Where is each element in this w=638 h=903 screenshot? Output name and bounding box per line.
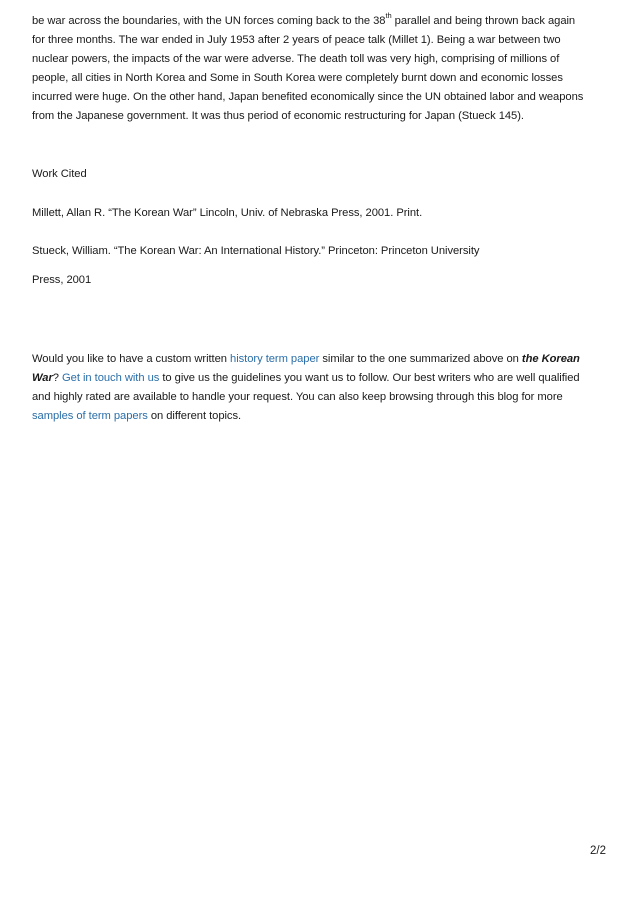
- paragraph-line: [32, 369, 608, 388]
- term-paper-samples-link[interactable]: samples of term papers: [32, 410, 148, 422]
- paragraph-line: [32, 350, 608, 369]
- page-number: 2/2: [590, 845, 606, 857]
- paragraph-line: [32, 12, 608, 31]
- citation-entry: Millett, Allan R. “The Korean War” Lincoln, Univ. of Nebraska Press, 2001. Print.: [32, 207, 423, 219]
- superscript: th: [385, 11, 392, 20]
- paragraph-line: for three months. The war ended in July 1953 after 2 years of peace talk (Millet 1). Being a war between two: [32, 34, 561, 46]
- body-paragraph-1: [32, 12, 608, 126]
- paragraph-line: [32, 407, 608, 426]
- text-run: Would you like to have a custom written: [32, 353, 231, 365]
- citation-entry-continuation: Press, 2001: [32, 274, 92, 286]
- paragraph-line: nuclear powers, the impacts of the war were adverse. The death toll was very high, comprising of millions of: [32, 53, 560, 65]
- citation-entry: Stueck, William. “The Korean War: An International History.” Princeton: Princeton University: [32, 245, 480, 257]
- emphasis-text: War: [32, 372, 53, 384]
- paragraph-line: people, all cities in North Korea and Some in South Korea were completely burnt down and economic losses: [32, 72, 563, 84]
- history-term-paper-link[interactable]: history term paper: [230, 353, 320, 365]
- paragraph-line: from the Japanese government. It was thus period of economic restructuring for Japan (Stueck 145).: [32, 110, 524, 122]
- text-run: parallel and being thrown back again: [391, 15, 576, 27]
- text-run: similar to the one summarized above on: [319, 353, 522, 365]
- text-run: on different topics.: [147, 410, 242, 422]
- text-run: ?: [52, 372, 63, 384]
- paragraph-line: incurred were huge. On the other hand, Japan benefited economically since the UN obtained labor and weapons: [32, 91, 584, 103]
- contact-link[interactable]: Get in touch with us: [62, 372, 160, 384]
- promo-paragraph: [32, 350, 608, 426]
- text-run: be war across the boundaries, with the UN forces coming back to the 38: [32, 15, 386, 27]
- paragraph-line: and highly rated are available to handle your request. You can also keep browsing through this blog for more: [32, 391, 563, 403]
- emphasis-text: the Korean: [521, 353, 580, 365]
- text-run: to give us the guidelines you want us to follow. Our best writers who are well qualified: [159, 372, 580, 384]
- works-cited-heading: Work Cited: [32, 168, 87, 180]
